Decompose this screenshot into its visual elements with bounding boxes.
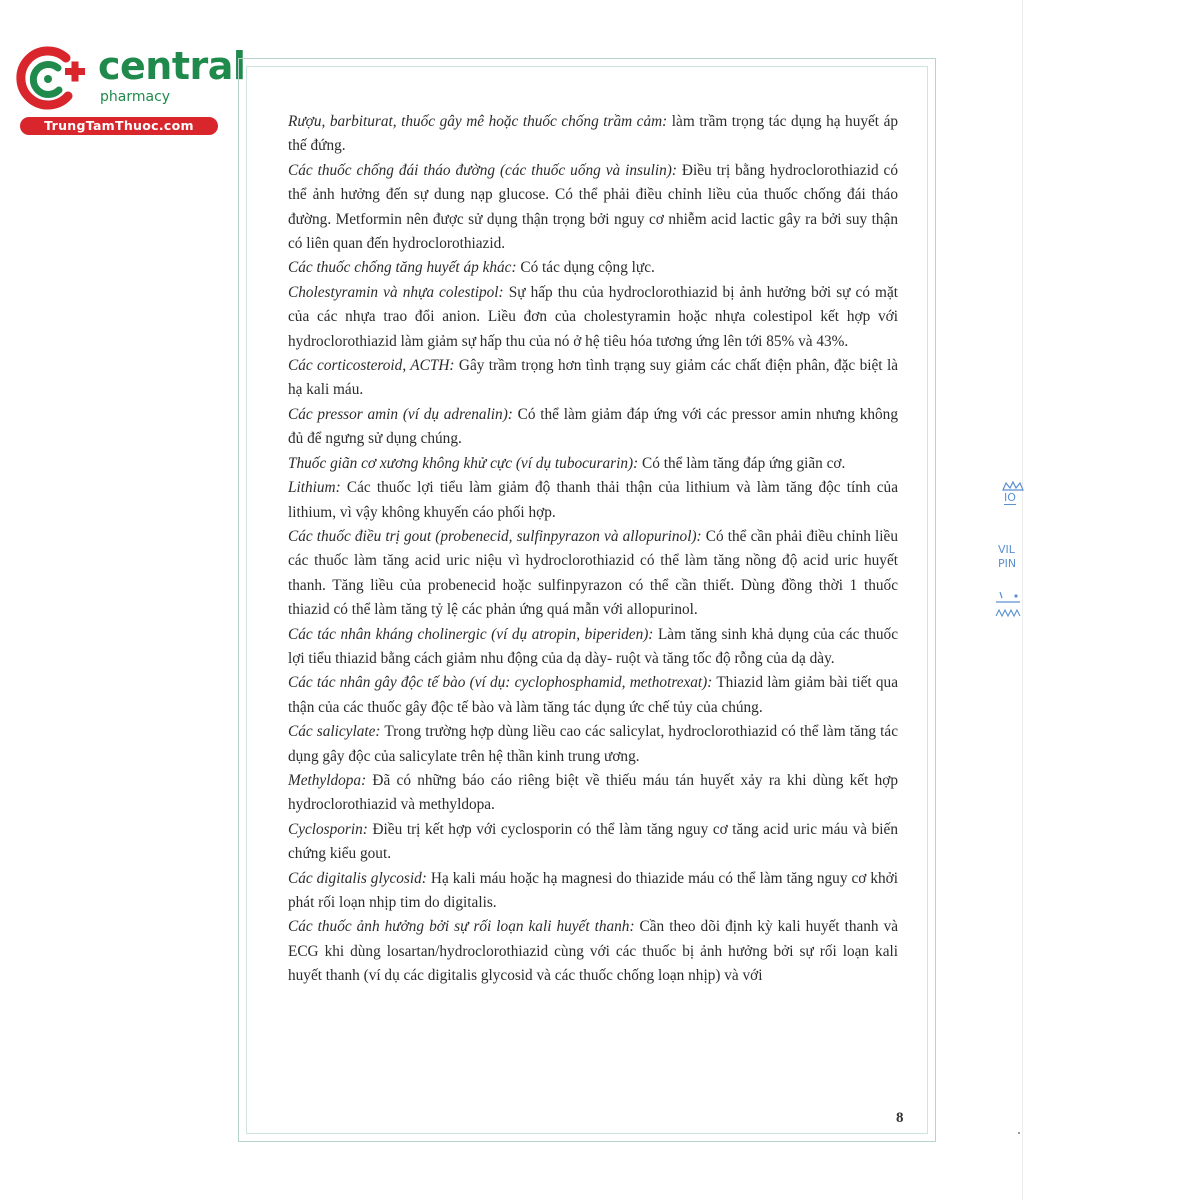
interaction-paragraph (288, 354, 898, 403)
sheet-edge (1022, 0, 1023, 1200)
drug-class-term: Các digitalis glycosid: (288, 869, 427, 887)
interaction-paragraph (288, 915, 898, 988)
stamp-fragment (992, 480, 1022, 630)
interaction-description: Có tác dụng cộng lực. (516, 259, 655, 277)
drug-class-term: Cyclosporin: (288, 820, 368, 838)
drug-class-term: Lithium: (288, 479, 341, 497)
interaction-paragraph (288, 403, 898, 452)
pharmacy-cross-logo-icon (10, 38, 90, 118)
central-pharmacy-logo (10, 38, 246, 138)
interaction-description: Có thể làm tăng đáp ứng giãn cơ. (638, 454, 846, 472)
logo-site-banner: TrungTamThuoc.com (20, 117, 218, 135)
interaction-description: Các thuốc lợi tiểu làm giảm độ thanh thải thận của lithium và làm tăng độc tính của lithium, vì vậy không khuyến cáo phối hợp. (288, 479, 898, 521)
interaction-description: làm trầm trọng tác dụng hạ huyết áp thế đứng. (288, 113, 899, 155)
interaction-description: Điều trị kết hợp với cyclosporin có thể làm tăng nguy cơ tăng acid uric máu và biến chứng kiểu gout. (288, 820, 898, 863)
page-number: 8 (896, 1110, 904, 1126)
drug-class-term: Thuốc giãn cơ xương không khử cực (ví dụ tubocurarin): (288, 454, 639, 472)
interaction-paragraph (288, 159, 898, 257)
drug-class-term: Các salicylate: (288, 723, 381, 741)
interaction-description: Gây trầm trọng hơn tình trạng suy giảm các chất điện phân, đặc biệt là hạ kali máu. (288, 357, 898, 399)
scan-speck (1018, 1132, 1020, 1134)
logo-wordmark: central (98, 44, 246, 88)
interaction-paragraph (288, 476, 898, 525)
interaction-description: Đã có những báo cáo riêng biệt về thiếu máu tán huyết xảy ra khi dùng kết hợp hydroclorothiazid và methyldopa. (288, 771, 898, 814)
drug-class-term: Các tác nhân gây độc tế bào (ví dụ: cyclophosphamid, methotrexat): (288, 674, 713, 692)
drug-class-term: Cholestyramin và nhựa colestipol: (288, 283, 504, 301)
interaction-paragraph (288, 452, 898, 476)
interaction-paragraph (288, 867, 898, 916)
interaction-description: Sự hấp thu của hydroclorothiazid bị ảnh hưởng bởi sự có mặt của các nhựa trao đổi anion. Liều đơn của cholestyramin hoặc nhựa colestipol kết hợp với hydroclorothiazid làm giảm sự hấp thu của nó ở hệ tiêu hóa tương ứng lên tới 85% và 43%. (288, 283, 898, 350)
interaction-description: Hạ kali máu hoặc hạ magnesi do thiazide máu có thể làm tăng nguy cơ khởi phát rối loạn nhịp tim do digitalis. (288, 869, 898, 911)
drug-class-term: Các corticosteroid, ACTH: (288, 357, 455, 375)
drug-class-term: Rượu, barbiturat, thuốc gây mê hoặc thuốc chống trầm cảm: (288, 113, 668, 130)
interaction-paragraph (288, 623, 898, 672)
drug-class-term: Các thuốc chống tăng huyết áp khác: (288, 259, 517, 277)
drug-class-term: Các thuốc điều trị gout (probenecid, sulfinpyrazon và allopurinol): (288, 527, 702, 545)
interaction-paragraph (288, 769, 898, 818)
drug-class-term: Các thuốc chống đái tháo đường (các thuốc uống và insulin): (288, 161, 677, 179)
drug-class-term: Methyldopa: (288, 771, 367, 789)
stamp-text-3: PIN (998, 557, 1017, 570)
interaction-description: Điều trị bằng hydroclorothiazid có thể ảnh hưởng đến sự dung nạp glucose. Có thể phải điều chỉnh liều của thuốc chống đái tháo đường. Metformin nên được sử dụng thận trọng bởi nguy cơ nhiễm acid lactic gây ra bởi suy thận có liên quan đến hydroclorothiazid. (288, 161, 898, 253)
interaction-paragraph (288, 110, 898, 159)
stamp-text-1: IO (1004, 491, 1016, 504)
interaction-paragraph (288, 525, 898, 623)
drug-class-term: Các tác nhân kháng cholinergic (ví dụ atropin, biperiden): (288, 625, 654, 643)
interaction-paragraph (288, 256, 898, 280)
interaction-description: Thiazid làm giảm bài tiết qua thận của các thuốc gây độc tế bào và làm tăng tác dụng ức chế tủy của chúng. (288, 674, 898, 716)
interaction-description: Cần theo dõi định kỳ kali huyết thanh và ECG khi dùng losartan/hydroclorothiazid cùng với các thuốc bị ảnh hưởng bởi sự rối loạn kali huyết thanh (ví dụ các digitalis glycosid và các thuốc chống loạn nhịp) và với (288, 918, 899, 985)
drug-class-term: Các thuốc ảnh hưởng bởi sự rối loạn kali huyết thanh: (288, 918, 635, 936)
interaction-description: Trong trường hợp dùng liều cao các salicylat, hydroclorothiazid có thể làm tăng tác dụng gây độc của salicylate trên hệ thần kinh trung ương. (288, 723, 898, 765)
stamp-wave-icon (994, 590, 1022, 620)
interaction-paragraph (288, 671, 898, 720)
interaction-description: Làm tăng sinh khả dụng của các thuốc lợi tiểu thiazid bằng cách giảm nhu động của dạ dày- ruột và tăng tốc độ rỗng của dạ dày. (288, 625, 898, 667)
logo-subtitle: pharmacy (100, 89, 171, 105)
interaction-paragraph (288, 818, 898, 867)
interaction-description: Có thể làm giảm đáp ứng với các pressor amin nhưng không đủ để ngưng sử dụng chúng. (288, 405, 898, 448)
interaction-description: Có thể cần phải điều chỉnh liều các thuốc làm tăng acid uric niệu vì hydroclorothiazid có thể làm tăng nồng độ acid uric huyết thanh. Tăng liều của probenecid hoặc sulfinpyrazon có thể cần thiết. Dùng đồng thời 1 thuốc thiazid có thể làm tăng tỷ lệ các phản ứng quá mẫn với allopurinol. (288, 527, 898, 619)
interaction-paragraph (288, 281, 898, 354)
drug-class-term: Các pressor amin (ví dụ adrenalin): (288, 405, 513, 423)
interaction-paragraph (288, 720, 898, 769)
document-body (288, 110, 898, 989)
stamp-text-2: VIL (998, 543, 1015, 556)
